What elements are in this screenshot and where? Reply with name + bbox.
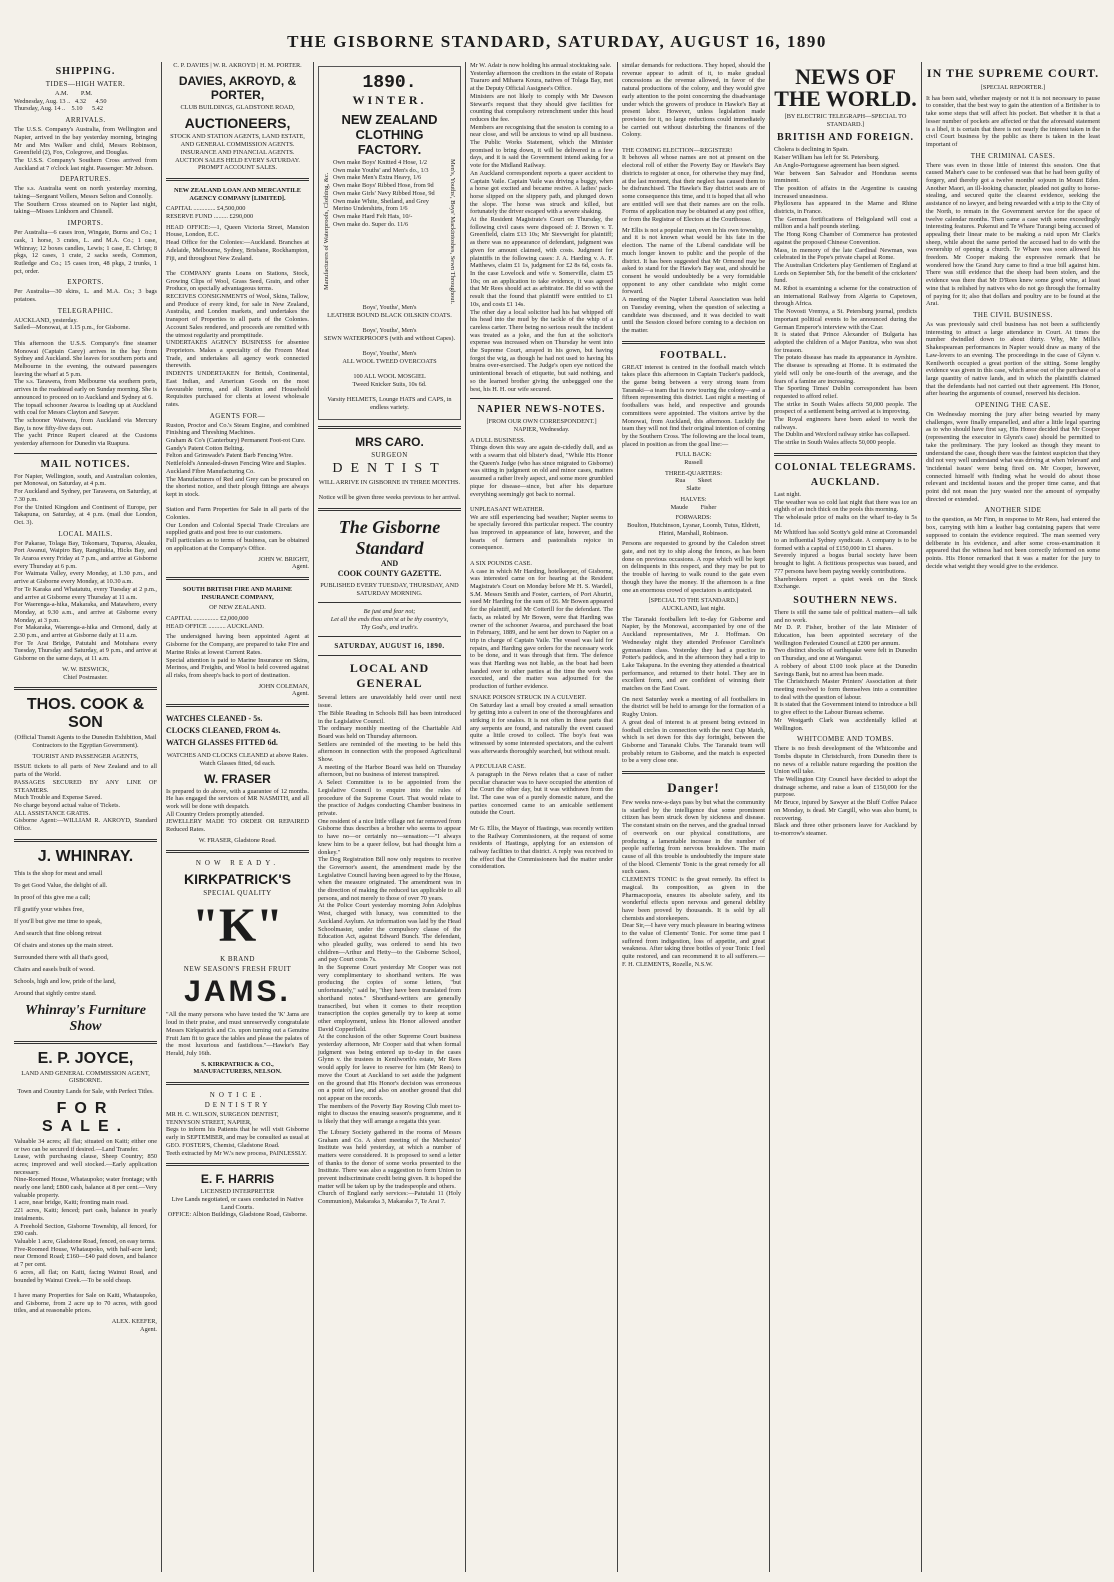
football-text-4: On next Saturday week a meeting of all footballers in the district will be held to arrange for the formation of a Rugby Union. A great deal of interest is at present being evinced in football circles in connection with the next Cup Match, which is set down for this day fortnight, between the Gisborne and Taranaki Clubs. The Taranaki team will probably return to Gisborne, and the match is expected to be a very close one.	[622, 695, 765, 765]
napier-news-heading: NAPIER NEWS-NOTES.	[477, 404, 606, 416]
caro-subtitle: SURGEON	[371, 450, 408, 459]
clothing-side-left: Manufacturers of Waterproofs, Clothing, &c.	[323, 172, 330, 291]
divider	[318, 508, 461, 511]
divider	[318, 655, 461, 656]
kirkpatrick-jams: JAMS.	[184, 975, 291, 1009]
mail-notices-heading: MAIL NOTICES.	[40, 458, 131, 470]
divider	[166, 850, 309, 853]
napier-news-text: A DULL BUSINESS. Things down this way are again de-cidedly dull, and as with a swarm that old blister's dead, "While His Honor the Queen's Judge (who has since migrated to Gisborne) was sitting in judgment on old and minor cases, matters assumed a rather lively aspect, and some more grumbled pique for disease—since, but after his departure everything seemingly got back to normal. UNPLEASANT WEATHER. We are still experiencing bad weather; Napier seems to be specially favored this particular respect. The country has improved in appearance of late, however, and the hearts of farmers and pastoralists rejoice in consequence. A SIX POUNDS CASE. A case in which Mr Harding, hotelkeeper, of Gisborne, was interested came on for hearing at the Resident Magistrate's Court on Monday before Mr H. S. Wardell, S.M. Messrs Smith and Foster, carriers, of Port Ahuriri, sued Mr Harding for the sum of £6. Mr Bowen appeared for the plaintiff, and Mr Cotterill for the defendant. The facts, as related by Mr Bowen, were that Harding was owner of the schooner Awaroa, and purchased the boat in February, 1889, and he sent her down to Napier on a trip in charge of Captain Vaile. The vessel was laid for repairs, and Harding gave orders for the necessary work to be done, and it was through that firm. The defence was that Harding was not liable, as the boat had been handed over to other parties at the time the work was executed, and the matter was adjourned for the production of further evidence.	[470, 436, 613, 691]
supreme-court-subtitle: [SPECIAL REPORTER.]	[980, 84, 1046, 91]
imports-heading: IMPORTS.	[67, 219, 104, 228]
football-heading: FOOTBALL.	[659, 349, 728, 361]
watches-text: WATCHES AND CLOCKS CLEANED at above Rates. Watch Glasses fitted, 6d each.	[166, 752, 310, 767]
clothing-factory-body	[323, 159, 456, 304]
clothing-side-right: Men's, Youths', Boys' Mackintoshes, Sewn Throughout.	[449, 159, 456, 304]
cook-ad-title: THOS. COOK & SON	[26, 696, 145, 732]
kirkpatrick-k-logo: "K"	[192, 899, 283, 953]
divider	[318, 602, 461, 603]
opening-case-heading: OPENING THE CASE.	[975, 401, 1051, 410]
football-forwards: FORWARDS: Boulton, Hutchinson, Lysnar, Loomb, Tutus, Eldrett, Hirini, Marshall, Robinson.	[627, 514, 760, 537]
kirkpatrick-title: KIRKPATRICK'S	[183, 871, 292, 888]
divider	[622, 341, 765, 344]
notice-label: NOTICE.	[209, 1091, 266, 1100]
british-foreign-heading: BRITISH AND FOREIGN.	[777, 132, 914, 144]
masthead	[0, 0, 1114, 58]
election-text: Mr Ellis is not a popular man, even in his own township, and it is not known what would be his fate in the election. The name of the Liberal candidate will be much longer known to public and the people of the district. It has been suggested that Mr Ormond may be asked to stand for the Hawke's Bay seat, and should he consent he would undoubtedly be a very formidable opponent to any other candidate who might come forward. A meeting of the Napier Liberal Association was held on Tuesday evening, when the question of selecting a candidate was discussed, and it was decided to wait until the Session closed before coming to a decision on the matter.	[622, 226, 765, 334]
southern-news-text: There is still the same tale of political matters—all talk and no work. Mr D. P. Fisher, brother of the late Minister of Education, has been appointed secretary of the Wellington Federated Council at £200 per annum. Two distinct shocks of earthquake were felt in Dunedin on Thursday, and one at Wanganui. A robbery of about £100 took place at the Dunedin Savings Bank, but no arrest has been made. The Christchurch Master Printers' Association at their meeting resolved to form themselves into a committee to deal with the question of labour. It is stated that the Government intend to introduce a bill to give effect to the Labour Bureau scheme. Mr Westgarth Clark was accidentally killed at Wellington.	[774, 608, 917, 732]
column-5	[618, 62, 770, 1572]
masthead-title: THE GISBORNE STANDARD, SATURDAY, AUGUST 16, 1890	[287, 32, 827, 51]
fraser-title: W. FRASER	[204, 771, 271, 786]
firm-subtitle: CLUB BUILDINGS, GLADSTONE ROAD,	[180, 103, 295, 111]
danger-heading: Danger!	[667, 780, 720, 796]
now-ready-label: NOW READY.	[195, 859, 280, 868]
clothing-factory-title: NEW ZEALAND CLOTHING FACTORY.	[341, 112, 438, 157]
agents-heading: AGENTS FOR—	[209, 411, 266, 420]
auctioneers-heading: AUCTIONEERS,	[184, 115, 291, 132]
kirkpatrick-brand: K BRAND	[220, 955, 255, 964]
exports-text: Per Australia—30 skins, L. and M.A. Co.; 3 bags potatoes.	[14, 288, 159, 304]
paper-publication: PUBLISHED EVERY TUESDAY, THURSDAY, AND SATURDAY MORNING.	[320, 581, 461, 597]
clothing-factory-ad	[318, 66, 461, 420]
divider	[166, 1163, 309, 1166]
whinray-ad-title: J. WHINRAY.	[37, 847, 134, 865]
divider	[14, 687, 157, 690]
paper-subtitle: AND COOK COUNTY GAZETTE.	[337, 558, 442, 578]
local-general-text-2: The Library Society gathered in the rooms of Messrs Graham and Co. A short meeting of the Mechanics' Institute was held yesterday, at which a number of matters were considered. It is proposed to send a letter of thanks to the donor of some works presented to the Institute. There was also a suggestion to form Union to prevent indiscriminate credit being given. It is hoped the matter will be taken up by the tradespeople and others. Church of England early services:—Patutahi 11 (Holy Communion), Makaraka 3, Makaraka 7, Te Arai 7.	[318, 1128, 461, 1206]
for-sale-heading: FOR SALE.	[41, 1099, 130, 1135]
football-halves: HALVES: Maude Fisher	[670, 495, 717, 511]
news-text-continued: similar demands for reductions. They hoped, should the revenue appear to admit of it, to make gradual concessions as the revenue allowed, in favor of the natural productions of the colony, and they would give early attention to the point concerning the disadvantage under which the growers of produce in Hawke's Bay at present labor. However, unless legislation made provision for it, no large reductions could immediately be carried out without disturbing the finances of the Colony. THE COMING ELECTION—REGISTER! It behoves all whose names are not at present on the electoral roll of either the Poverty Bay or Hawke's Bay districts to register at once, for otherwise they may find, at the last moment, that their neglect has caused them to be disfranchised. The Hawke's Bay district seats are of some consequence this time, and it is hoped that all who are entitled will see that their names are on the rolls. Forms of application may be obtained at any post office, or from the Registrar of Electors at the Courthouse.	[622, 62, 765, 224]
arrivals-text: The U.S.S. Company's Australia, from Wellington and Napier, arrived in the bay yesterday morning, bringing Mr and Mrs Walker and child, Messrs Robinson, Greenfield (2), Fox, Colegrove, and Douglas. The U.S.S. Company's Southern Cross arrived from Auckland at 7 o'clock last night. Passenger: Mr Jobson.	[14, 126, 157, 172]
firm-title: DAVIES, AKROYD, & PORTER,	[178, 73, 297, 102]
clothing-items: Boys', Youths', Men's LEATHER BOUND BLACK OILSKIN COATS. Boys', Youths', Men's SEWN WATERPROOFS (with and without Capes). Boys', Youths', Men's ALL WOOL TWEED OVERCOATS 100 ALL WOOL MOSGIEL Tweed Knicker Suits, 10s 6d. Varsity HELMETS, Lounge HATS and CAPS, in endless variety.	[323, 303, 456, 412]
nzloan-text: HEAD OFFICE:—1, Queen Victoria Street, Mansion House, London, E.C. Head Office for the Colonies:—Auckland. Branches at Adelaide, Melbourne, Sydney, Brisbane, Rockhampton, Fiji, and throughout New Zealand. The COMPANY grants Loans on Stations, Stock, Growing Clips of Wool, Grass Seed, Grain, and other Produce, on specially advantageous terms. RECEIVES CONSIGNMENTS of Wool, Skins, Tallow, and Produce of every kind, for sale in New Zealand, Australia, and London markets, and undertakes the transport of Properties to all parts of the Colonies. Account Sales rendered, and proceeds are remitted with the utmost regularity and promptitude. UNDERTAKES AGENCY BUSINESS for absentee Proprietors. Makes a speciality of the Frozen Meat Trade, and undertakes all agency work connected therewith. INDENTS UNDERTAKEN for British, Continental, East Indian, and American Goods on the most favourable terms, and all Station and Household Requisites purchased for clients at lowest wholesale rates.	[166, 223, 309, 408]
divider	[166, 1082, 309, 1085]
kirkpatrick-season: NEW SEASON'S FRESH FRUIT	[183, 965, 292, 974]
football-fullback: FULL BACK: Russell	[675, 451, 712, 467]
shipping-heading: SHIPPING.	[55, 66, 116, 77]
dentistry-label: DENTISTRY	[204, 1101, 271, 1110]
divider	[622, 771, 765, 774]
fraser-signature: W. FRASER, Gladstone Road.	[198, 836, 277, 844]
divider	[774, 453, 917, 456]
british-foreign-text: Cholera is declining in Spain. Kaiser William has left for St. Petersburg. An Anglo-Portuguese agreement has been signed. War between San Salvador and Honduras seems imminent. The position of affairs in the Argentine is causing increased uneasiness. Phylloxera has appeared in the Marne and Rhine districts, in France. The German fortifications of Heligoland will cost a million and a half pounds sterling. The Hong Kong Chamber of Commerce has protested against the proposed Chinese Convention. Mass, in memory of the late Cardinal Newman, was celebrated in the Pope's private chapel at Rome. The Australian Cricketers play Gentlemen of England at Lords on September 5th, for the benefit of the cricketers' fund. M. Ribot is examining a scheme for the construction of an international Railway from Algeria to Capetown, through Africa. The Novosti Vremya, a St. Petersburg journal, predicts important political events to be announced during the German Emperor's interview with the Czar. It is stated that Prince Alexander of Bulgaria has adopted the children of a Major Panitza, who was shot for treason. The potato disease has made its appearance in Ayrshire. The disease is spreading at Home. It is estimated the yield will only be one-fourth of the average, and the fears of a famine are increasing. The Sporting Times' Dublin correspondent has been requested to afford relief. The strike in South Wales affects 50,000 people. The prospect of a settlement being arrived at is improving. The Royal engineers have been asked to work the railways. The Dublin and Wexford railway strike has collapsed. The strike in South Wales affects 50,000 people.	[774, 146, 917, 447]
supreme-court-heading: IN THE SUPREME COURT.	[926, 66, 1100, 80]
divider	[166, 577, 309, 580]
nzloan-title: NEW ZEALAND LOAN AND MERCANTILE AGENCY COMPANY [LIMITED].	[174, 186, 303, 202]
caro-title: MRS CARO.	[355, 434, 424, 449]
divider	[470, 398, 613, 399]
whitcombe-text: There is no fresh development of the Whitcombe and Tombs dispute in Christchurch, from Dunedin there is no news of a reliable nature regarding the position the Union will take. The Wellington City Council have decided to adopt the drainage scheme, and raise a loan of £150,000 for the purpose. Mr Bruce, injured by Sawyer at the Bluff Coffee Palace on Monday, is dead. Mr Cargill, who was also burnt, is recovering. Black and three other prisoners leave for Auckland by to-morrow's steamer.	[774, 745, 917, 837]
southern-news-heading: SOUTHERN NEWS.	[793, 594, 898, 606]
sbfire-text: The undersigned having been appointed Agent at Gisborne for the Company, are prepared to take Fire and Marine Risks at lowest Current Rates. Special attention is paid to Marine Insurance on Skins, Merinos, and Freights, and Wool is held covered against all risks, from sheep's back to port of destination.	[166, 633, 309, 679]
departures-text: The s.s. Australia went on north yesterday morning, taking—Sergeant Vollers, Messrs Selton and Connolly. The Southern Cross steamed on to Napier last night, taking—Misses Linkhorn and Chisnell.	[14, 185, 157, 216]
football-three-quarters: THREE-QUARTERS: Rua Skeet Slatte	[665, 469, 722, 493]
local-mails-text: For Pakarae, Tolaga Bay, Tokomaru, Tuparoa, Akuaku, Port Awanui, Waipiro Bay, Rangitukia, Hicks Bay, and Te Araroa every Friday at 7 p.m., and arrive at Gisborne every Thursday at 6 p.m. For Waimata Valley, every Monday, at 1.30 p.m., and arrive at Gisborne every Monday, at 10.30 a.m. For Te Karaka and Whatatutu, every Tuesday at 2 p.m., and arrive at Gisborne every Thursday at 11 a.m. For Waerenga-a-hika, Makaraka, and Matawhero, every Monday, at 9.30 a.m., and arrive at Gisborne every Monday, at 3 p.m. For Makaraka, Waerenga-a-hika and Ormond, daily at 2.30 p.m., and arrive at Gisborne daily at 11 a.m. For Te Arai Bridge, Patutahi and Motuhara every Tuesday, Thursday and Saturday, at 9 p.m., and arrive at Gisborne on the same days, at 11 a.m.	[14, 539, 157, 663]
paper-motto: Be just and fear not; Let all the ends thou aim'st at be thy country's, Thy God's, and truth's.	[330, 608, 449, 631]
criminal-cases-heading: THE CRIMINAL CASES.	[970, 151, 1056, 160]
paper-dateline: SATURDAY, AUGUST 16, 1890.	[334, 642, 445, 651]
departures-heading: DEPARTURES.	[59, 175, 112, 184]
local-general-heading: LOCAL AND GENERAL	[349, 661, 430, 691]
another-side-text: to the question, as Mr Finn, in response to Mr Rees, had entered the box, carrying with him a leather bag containing papers that were supposed to contain the evidence required. The man seemed very deliberate in his evidence, and after some cross-examination it appeared that the witness had not been correctly informed on some points. His Honor remarked that it was a matter for the jury to decide what weight they would give to the evidence.	[926, 516, 1102, 570]
harris-title: E. F. HARRIS	[200, 1172, 275, 1187]
agents-text: Ruston, Proctor and Co.'s Steam Engine, and combined Finishing and Threshing Machines. Graham & Co's (Canterbury) Permanent Foot-rot Cure. Gandy's Patent Cotton Belting. Felton and Grimwade's Patent Barb Fencing Wire. Nettlefold's Annealed-drawn Fencing Wire and Staples. Auckland Fibre Manufacturing Co. The Manufacturers of Red and Grey can be procured on the shortest notice, and their plough fittings are always kept in stock. Station and Farm Properties for Sale in all parts of the Colonies. Our London and Colonial Special Trade Circulars are supplied gratis and post free to our customers. Full particulars as to terms of business, can be obtained on application at the Company's Office.	[166, 421, 309, 552]
civil-business-text: As was previously said civil business has not been a sufficiently interesting to attract a large attendance in Court. At times the number dwindled down to about thirty. Why, Mr Mills's Shakespearean performances in Napier would draw as many of the Law-lovers to an evening. The proceedings in the case of Glynn v. Kenilworth occupied a great portion of the sitting. Some lengthy evidence was given in this case, which arose out of the purchase of a large quantity of native lands, and in which the plaintiffs claimed that the defendants had not carried out their agreement. His Honor, after hearing the arguments of counsel, reserved his decision.	[926, 320, 1102, 398]
civil-business-heading: THE CIVIL BUSINESS.	[973, 310, 1053, 319]
football-text-2: Persons are requested to ground by the Caledon street gate, and not try to ship along the fences, as has been done on previous occasions. A rope which will be kept on delinquents in this respect, and they may be put to the trouble of having to walk round to the gate even though they have the money. If the afternoon is a fine one an enormous crowd of spectators is anticipated.	[622, 540, 767, 594]
sbfire-subtitle: OF NEW ZEALAND.	[209, 604, 266, 612]
arrivals-heading: ARRIVALS.	[65, 116, 106, 125]
telegraphic-text: AUCKLAND, yesterday. Sailed—Monowai, at 1.15 p.m., for Gisborne. This afternoon the U.S.S. Company's fine steamer Monowai (Captain Carey) arrives in the bay from Sydney and Auckland. She leaves for southern ports and Melbourne in the evening, the outward passengers leaving the wharf at 5 p.m. The s.s. Tarawera, from Melbourne via southern ports, arrives in the roadstead early on Sunday morning. She is announced to proceed on to Auckland and Sydney at 6. The topsail schooner Awaroa is loading up at Auckland with coal for Messrs Clayton and Sawyer. The schooner Waiwera, from Auckland via Mercury Bay, is now fifty-five days out. The yacht Prince Rupert cleared at the Customs yesterday afternoon for Dunedin via Ruapura.	[14, 316, 157, 448]
cook-ad-subtitle: (Official Transit Agents to the Dunedin Exhibition, Mail Contractors to the Egyptian Government).	[14, 734, 159, 749]
tides-heading: TIDES—HIGH WATER.	[45, 80, 126, 88]
kirkpatrick-subtitle: SPECIAL QUALITY	[203, 889, 272, 898]
year-heading: 1890.	[362, 73, 417, 93]
news-of-the-world-subtitle: [BY ELECTRIC TELEGRAPH—SPECIAL TO STANDARD.]	[784, 113, 908, 128]
fraser-text: Is prepared to do above, with a guarantee of 12 months. He has engaged the services of MR NASMITH, and all work will be done with despatch. All Country Orders promptly attended. JEWELLERY MADE TO ORDER OR REPAIRED Reduced Rates.	[166, 787, 309, 834]
caro-dentist: DENTIST	[332, 460, 447, 476]
joyce-ad-subtitle-2: Town and Country Lands for Sale, with Perfect Titles.	[17, 1088, 154, 1096]
watches-prices: WATCHES CLEANED - 5s. CLOCKS CLEANED, FROM 4s. WATCH GLASSES FITTED 6d.	[166, 714, 281, 748]
joyce-ad-title: E. P. JOYCE,	[37, 1049, 134, 1067]
telegraphic-heading: TELEGRAPHIC.	[57, 306, 114, 315]
column-6	[770, 62, 922, 1572]
nzloan-signature: JOHN W. BRIGHT, Agent.	[258, 555, 309, 571]
column-1	[10, 62, 162, 1572]
firm-text: STOCK AND STATION AGENTS, LAND ESTATE, AND GENERAL COMMISSION AGENTS. INSURANCE AND FINANCIAL AGENTS. AUCTION SALES HELD EVERY SATURDAY. PROMPT ACCOUNT SALES.	[170, 133, 305, 172]
cook-ad-text: ISSUE tickets to all parts of New Zealand and to all parts of the World. PASSAGES SECURED BY ANY LINE OF STEAMERS. Much Trouble and Expense Saved. No charge beyond actual value of Tickets. ALL ASSISTANCE GRATIS. Gisborne Agent:—WILLIAM R. AKROYD, Standard Office.	[14, 763, 157, 833]
news-text-1: Mr W. Adair is now holding his annual stocktaking sale. Yesterday afternoon the creditors in the estate of Ropata Tuararo and Mihaera Koura, natives of Tolaga Bay, met at the Deputy Official Assignee's Office. Ministers are not likely to comply with Mr Dawson Stewart's request that they should give facilities for counting that compulsory retrenchment under this head reduces the fee. Members are recognising that the session is coming to a near close, and will be anxious to wind up all business. The Public Works Statement, which the Minister promised to bring down, it will be delivered in a few days, and it is said the Government intend asking for a vote for the Midland Railway. An Auckland correspondent reports a queer accident to Captain Vaile. Captain Vaile was driving a buggy, when a horse got excited and became restive. A ladies' pack-horse slipped on the slippery path, and plunged down the slope. The horse was struck and killed, but fortunately the driver escaped with a severe shaking. At the Resident Magistrate's Court on Thursday, the following civil cases were disposed of: J. Brown v. T. Greenfield, claim £13 10s; Mr Sievwright for plaintiff; as there was no appearance of defendant, judgment was given for amount claimed, with costs. Judgment for plaintiffs in the following cases: J. A. Harding v. A. F. Matthews, claim £1 1s, judgment for £2 8s 6d, costs 6s. In the case Lovelock and wife v. Somerville, claim £5 10s; on an application to take evidence, it was agreed that Mr Rees should act as arbitrator. He did so with the result that the found that plaintiff were entitled to £1 10s, and costs £1 14s. The other day a local solicitor had his hat whipped off his head into the mud by the tackle of the whip of a careless carter. There being no serious result the incident was treated as a joke, and the fun at the solicitor's expense was increased when on Thursday he went into the Supreme Court, arrayed in his gown, but having forgot the wig, as though he had not used to having his brains over-exercised. The Judge's open eye noticed the unintentional breach of etiquette, but said nothing, and so the learned brother giving the unbeggged one the best, his H. H. our wife secured.	[470, 62, 613, 393]
whinray-ad-poem: This is the shop for meat and small To get Good Value, the delight of all. In proof of this give me a call; I'll gratify your wishes free, If you'll but give me time to speak, And search that fine oblong retreat Of chairs and stones up the main street. Surrounded there with all that's good, Chairs and easels built of wood. Schools, high and low, pride of the land, Around that sightly centre stand.	[14, 869, 116, 997]
sbfire-title: SOUTH BRITISH FIRE AND MARINE INSURANCE COMPANY,	[182, 585, 294, 601]
divider	[14, 1041, 157, 1044]
divider	[166, 178, 309, 181]
opening-case-text: On Wednesday morning the jury after being wearied by many challenges, were finally empanelled, and after a little legal sparring as to who should have first say, His Honor decided that Mr Cooper (representing the executor in Glynn's case) should be permitted to take the preliminary. The jury looked as though they meant to understand the case, though there was the faintest suspicion that they did not very well understand what was driving at when 'relevant' and 'incidental issues' were being fired on. Mr Cooper, however, connected himself with finding what he would do about those relevant and incidental issues and the proper time came, and that point did not mean the jury wasted nor the amount of sympathy directed or extended.	[926, 411, 1102, 503]
cook-ad-subtitle-2: TOURIST AND PASSENGER AGENTS,	[32, 752, 139, 760]
wilson-text: MR H. C. WILSON, SURGEON DENTIST, TENNYSON STREET, NAPIER, Begs to inform his Patients that he will visit Gisborne early in SEPTEMBER, and may be consulted as usual at GEO. FOSTER'S, Chemist, Gladstone Road. Teeth extracted by Mr W.'s new process, PAINLESSLY.	[166, 1111, 309, 1157]
football-text: GREAT interest is centred in the football match which takes place this afternoon in Captain Tucker's paddock, the game being between a very strong team from Taranaki—a team that is now touring the colony—and a fifteen representing this district. Last night a meeting of footballers was held, and respective and grounds committees were appointed. The visitors arrive by the Monowai, from Auckland, this afternoon. Luckily the team they will not find their original intention of coming by the Southern Cross. The following are the local team, placed in position as from the goal line:—	[622, 363, 767, 448]
auckland-heading: AUCKLAND.	[810, 476, 881, 488]
local-general-text: Several letters are unavoidably held over until next issue. The Bible Reading in Schools Bill has been introduced in the Legislative Council. The ordinary monthly meeting of the Charitable Aid Board was held on Thursday afternoon. Settlers are reminded of the meeting to be held this afternoon in connection with the proposed Agricultural Show. A meeting of the Harbor Board was held on Thursday afternoon, but no business of interest transpired. A Select Committee is to be appointed from the Legislative Council to enquire into the rules of procedure of the Supreme Court. That would relate to the practice of Judges conducting Chamber business in private. One resident of a nice little village not far removed from Gisborne thus describes a brother who seems to appear to have no—or certainly no—sensation:—"I always knew him to be a queer fellow, but had thought him a donkey." The Dog Registration Bill now only requires to receive the Governor's assent, the amendment made by the Legislative Council having been agreed to by the House, when the measure originated. The amendment was in the direction of making the reduced tax applicable to all persons, and not merely to those of over 70 years. At the Police Court yesterday morning John Adolphus West, charged with lunacy, was committed to the Auckland Asylum. An information was laid by the Head Schoolmaster, under the compulsory clause of the Education Act, against Edward Bunch. The defendant, who pleaded guilty, was ordered to send his two children—Arthur and Hetty—to the Gisborne School, and pay Court costs 7s. In the Supreme Court yesterday Mr Cooper was not very complimentary to shorthand writers. He was producing the copies of some letters, "but unfortunately," said he, "they have been translated from shorthand notes." Shorthand-writers are generally transcribed, but when it comes to their reception transcription the copies generally try to keep at some other employment, unless his Honor allowed another David Copperfield. At the conclusion of the other Supreme Court business yesterday afternoon, Mr Cooper said that when formal judgment was being entered up to-day in the cases Glynn v. the trustees in Kenilworth's estate, Mr Rees would apply for leave to reserve for him (Mr Rees) to move the Court at Auckland to set aside the judgment on the ground that His Honor's decision was erroneous on a point of law, and also on another ground that did not appear on the records. The members of the Poverty Bay Rowing Club meet to-night to discuss the ensuing season's programme, and it is likely that they will arrange a regatta this year.	[318, 694, 461, 1126]
supreme-court-text: It has been said, whether majesty or not it is not necessary to pause to consider, that the best way to gain the attention of a Britisher is to take some steps that will affect his pocket. But whether it is that a lesser number of pockets are affected or that the aforesaid statement is a libel, it is certain that there is not nearly the interest taken in the civil Court business by the public as there is taken in the least important of	[926, 94, 1102, 148]
exports-heading: EXPORTS.	[67, 278, 104, 287]
criminal-cases-text: There was even in those little of interest this session. One that caused Maher's case to be confessed was that he had been guilty of forgery, and thereby got a twelve months' sojourn in Mount Eden. Another Maori, an ill-looking character, pleaded not guilty to horse-stealing, and secured quite the clearest evidence, seeking the assistance of no lawyer, and being rewarded with a trip to the City of the North, to remain in the Government service for the space of twelve calendar months. Then came a case with some exceedingly interesting features. Pukenui and Te Whare Turangi being accused of appealing their linear mate to be making a raid upon Mr Clark's sheep, while about the same period the accused had to do with the ownership of opening a church. Te Whare was soon allowed his freedom. Mr Cooper making the expressive remark that he wondered how the Grand Jury came to find a true bill against him. There was still evidence that the sheep had been stolen, and the evidence was there that Mr D'Rees knew some good wine, at least wine that is relished by natives who do not go through the formality of paying for it; also that dollars and poultry are to be found at the Arai.	[926, 161, 1102, 308]
divider	[166, 704, 309, 707]
kirkpatrick-text: "All the many persons who have tested the 'K' Jams are loud in their praise, and must unreservedly congratulate Messrs Kirkpatrick and Co. upon turning out a Genuine Fruit Jam fit to grace the tables and please the palates of the most luxurious and fastidious."—Hawke's Bay Herald, July 16th.	[166, 1011, 311, 1057]
imports-text: Per Australia—6 cases iron, Wingate, Burns and Co.; 1 cask, 1 horse, 3 crates, L. and M.A. Co.; 1 case, Whinray; 12 boxes candles, Lewis; 1 case, E. Chrisp; 8 pkgs, 12 cases, 1 crate, 2 sacks seeds, Common, Rutledge and Co.; 15 cases iron, 48 pkgs, 2 trunks, 1 pct, order.	[14, 229, 159, 275]
auckland-text: Last night. The weather was so cold last night that there was ice an eighth of an inch thick on the pools this morning. The wholesale price of malts on the wharf to-day is 5s 1d. Mr Whitford has sold Scotty's gold mine at Coromandel to an influential Sydney syndicate. A company is to be formed with a capital of £150,000 in £1 shares. Severely injured a bogus burial society have been brought to light. A fictitious prospectus was issued, and 777 persons have been paying weekly contributions. Sharebrokers report a quiet week on the Stock Exchange.	[774, 490, 917, 591]
whitcombe-heading: WHITCOMBE AND TOMBS.	[796, 735, 895, 744]
column-3	[314, 62, 466, 1572]
caro-text: WILL ARRIVE IN GISBORNE IN THREE MONTHS. Notice will be given three weeks previous to her arrival.	[318, 478, 461, 502]
joyce-signature: ALEX. KEEFER, Agent.	[111, 1318, 157, 1333]
napier-news-subtitle: [FROM OUR OWN CORRESPONDENT.] NAPIER, Wednesday.	[486, 418, 597, 433]
kirkpatrick-maker: S. KIRKPATRICK & CO., MANUFACTURERS, NELSON.	[193, 1060, 282, 1076]
clothing-price-list: Own make Boys' Knitted 4 Hose, 1/2 Own make Youths' and Men's do., 1/3 Own make Men's Extra Heavy, 1/6 Own make Boys' Ribbed Hose, from 9d Own make Girls' Navy Ribbed Hose, 9d Own make White, Shetland, and Grey Merino Undershirts, from 1/6 Own make Hard Felt Hats, 10/- Own make do. Super do. 11/6	[333, 159, 435, 228]
sbfire-signature: JOHN COLEMAN, Agent.	[258, 682, 309, 698]
for-sale-listings: Valuable 34 acres; all flat; situated on Kaiti; either one or two can be secured if desired.—Land Transfer. Lease, with purchasing clause, Sheep Country; 850 acres; improved and well stocked.—Early application necessary. Nine-Roomed House, Whataupoko; water frontage; with nearly one land; £800 cash, balance at 8 per cent.—Very valuable property. 1 acre, near bridge, Kaiti; fronting main road. 221 acres, Kaiti; fenced; part cash, balance in yearly instalments. A Freehold Section, Gisborne Township, all fenced, for £90 cash. Valuable 1 acre, Gladstone Road, fenced, on easy terms. Five-Roomed House, Whataupoko, with half-acre land; near Ormond Road; £160—£40 paid down, and balance at 7 per cent. 6 acres, all flat; on Kaiti, facing Wainui Road, and bounded by Wainui Creek.—To be sold cheap. I have many Properties for Sale on Kaiti, Whataupoko, and Gisborne, from 2 acre up to 70 acres, with good titles, and at reasonable prices.	[14, 1137, 157, 1315]
another-side-heading: ANOTHER SIDE	[984, 506, 1042, 515]
sbfire-capital: CAPITAL ................ £2,000,000 HEAD OFFICE ........... AUCKLAND.	[166, 615, 264, 630]
harris-text: LICENSED INTERPRETER Live Lands negotiated, or cases conducted in Native Land Courts. OFFICE: Albion Buildings, Gladstone Road, Gisborne.	[167, 1188, 308, 1219]
column-2	[162, 62, 314, 1572]
danger-text: Few weeks now-a-days pass by but what the community is startled by the intelligence that some prominent citizen has been struck down by sickness and disease. The constant strain on the nerves, and the gradual inroad of overwork on our physical constitutions, are producing a lamentable increase in the number of people suffering from nervous breakdown. The main cause of all this trouble is undoubtedly the impure state of the blood. Clements' Tonic is the great remedy for all such cases. CLEMENTS TONIC is the great remedy. Its effect is magical. Its composition, as given in the Pharmacopoeia, ensures its absolute safety, and its wonderful effects upon nervous and general debility have been proved by thousands. It is sold by all chemists and storekeepers. Dear Sir,—I have very much pleasure in bearing witness to the value of Clements' Tonic. For some time past I suffered from indigestion, loss of appetite, and great weakness. After taking three bottles of your Tonic I feel quite restored, and can recommend it to all sufferers.—F. H. CLEMENTS, Rozelle, N.S.W.	[622, 799, 765, 968]
divider	[318, 426, 461, 429]
tides-table: A.M. P.M. Wednesday, Aug. 13 .. 4.32 4.50 Thursday, Aug. 14 .. 5.10 5.42	[14, 90, 107, 113]
mail-signature: W. W. BESWICK, Chief Postmaster.	[62, 665, 109, 681]
paper-nameplate: The Gisborne Standard	[338, 516, 441, 558]
joyce-ad-subtitle: LAND AND GENERAL COMMISSION AGENT, GISBORNE.	[21, 1069, 150, 1085]
football-text-3: The Taranaki footballers left to-day for Gisborne and Napier, by the Monowai, accompanied by one of the Auckland representatives, Mr J. Hoffman. On Wednesday night they attended Professor Caroline's gymnasium class. Yesterday they had a practice in Potter's paddock, and in the afternoon they had a trip to Lake Takapuna. In the evening they attended a theatrical performance, and returned to their hotel. They are in excellent form, and are confident of winning their matches on the East Coast.	[622, 615, 767, 693]
napier-news-text-2: SNAKE POISON STRUCK IN A CULVERT. On Saturday last a small boy created a small sensation by getting into a culvert in one of the thoroughfares and striking it for snakes. It is not often in these parts that any serpents are found, and naturally the event caused quite a little crowd to collect. The boy's feat was witnessed by some interested spectators, and the culvert was afterwards thoroughly searched, but without result. A PECULIAR CASE. A paragraph in the News relates that a case of rather peculiar character was to have occupied the attention of the Court the other day, but it was withdrawn from the list. The case was of a purely domestic nature, and the parties concerned came to an amicable settlement outside the Court. Mr G. Ellis, the Mayor of Hastings, was recently written to the Railway Commissioners, at the request of some residents of Hastings, applying for an extension of railway facilities to that district. A reply was received to the effect that the Commissioners had the matter under consideration.	[470, 693, 613, 871]
column-7	[922, 62, 1104, 1572]
divider	[318, 636, 461, 637]
whinray-furniture-title: Whinray's Furniture Show	[25, 1002, 146, 1034]
divider	[14, 453, 157, 454]
news-of-the-world-heading: NEWS OF THE WORLD.	[774, 64, 917, 111]
colonial-telegrams-heading: COLONIAL TELEGRAMS.	[774, 461, 917, 473]
newspaper-columns	[10, 62, 1104, 1572]
winter-heading: WINTER.	[352, 93, 427, 107]
mail-notices-text: For Napier, Wellington, south, and Australian colonies, per Monowai, on Saturday, at 4 p.m. For Auckland and Sydney, per Tarawera, on Saturday, at 7.30 p.m. For the United Kingdom and Continent of Europe, per Takapuna, on Saturday, at 4 p.m. (mail due London, Oct. 3).	[14, 472, 157, 526]
divider	[14, 839, 157, 842]
column-4	[466, 62, 618, 1572]
partners-line: C. P. DAVIES | W. R. AKROYD | H. M. PORTER.	[173, 62, 302, 69]
nzloan-capital: CAPITAL .............. £4,500,000 RESERVE FUND ......... £290,000	[166, 205, 254, 221]
special-dateline: [SPECIAL TO THE STANDARD.] AUCKLAND, last night.	[648, 597, 739, 612]
local-mails-heading: LOCAL MAILS.	[58, 529, 113, 538]
